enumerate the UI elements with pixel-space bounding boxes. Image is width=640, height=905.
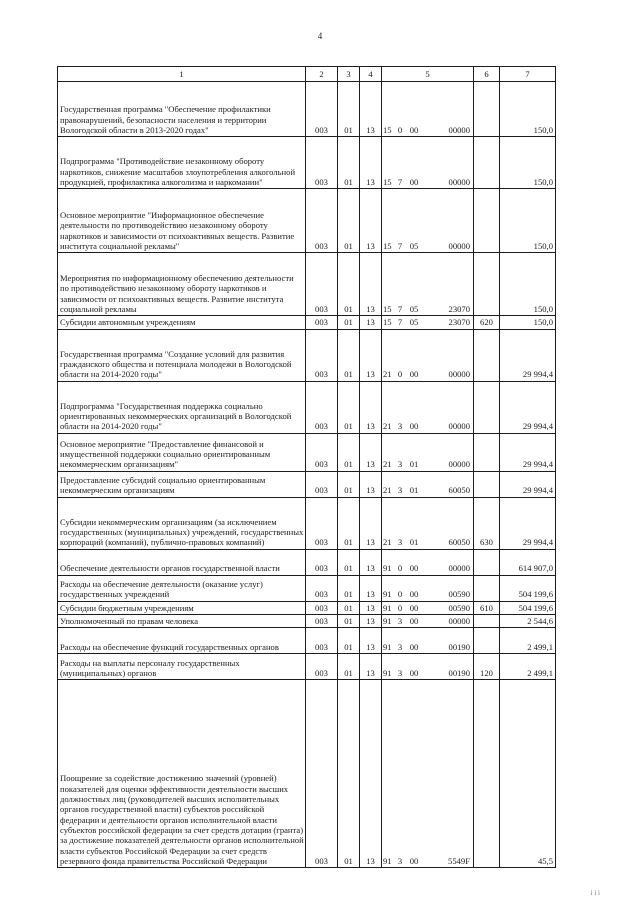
expense-type-code: [474, 137, 500, 189]
amount: 29 994,4: [500, 381, 556, 433]
target-article-code: [382, 253, 474, 316]
subsection-code: 13: [360, 253, 382, 316]
expense-type-code: [474, 628, 500, 654]
subprogram-code: 0: [397, 125, 403, 135]
section-code: 01: [338, 253, 360, 316]
header-cell: 1: [58, 67, 306, 82]
row-name: Государственная программа "Создание условий для развития гражданского общества и потенциала молодежи в Вологодской области на 2014-2020 годы": [58, 329, 306, 381]
target-article-code: [382, 575, 474, 601]
header-row: [58, 67, 556, 82]
expense-type-code: [474, 471, 500, 497]
target-article-code: [382, 433, 474, 471]
program-code: 21: [383, 421, 392, 432]
target-article-code: [382, 614, 474, 627]
amount: 504 199,6: [500, 601, 556, 614]
section-code: 01: [338, 433, 360, 471]
subprogram-code: 7: [397, 177, 403, 187]
subsection-code: 13: [360, 601, 382, 614]
program-code: 21: [383, 369, 392, 380]
section-code: 01: [338, 381, 360, 433]
expense-type-code: [474, 614, 500, 627]
program-code: 91: [383, 589, 392, 600]
row-name: Субсидии бюджетным учреждениям: [58, 601, 306, 614]
program-code: 15: [383, 125, 392, 135]
direction-code: 00000: [448, 421, 470, 432]
ministry-code: 003: [306, 549, 338, 575]
section-code: 01: [338, 614, 360, 627]
row-name: Уполномоченный по правам человека: [58, 614, 306, 627]
table-row: [58, 654, 556, 680]
subprogram-code: 3: [397, 537, 403, 548]
ministry-code: 003: [306, 575, 338, 601]
subsection-code: 13: [360, 680, 382, 868]
subsection-code: 13: [360, 614, 382, 627]
section-code: 01: [338, 137, 360, 189]
activity-code: 00: [409, 602, 419, 613]
ministry-code: 003: [306, 253, 338, 316]
row-name: Расходы на обеспечение функций государственных органов: [58, 628, 306, 654]
section-code: 01: [338, 497, 360, 549]
table-row: [58, 628, 556, 654]
subprogram-code: 0: [397, 563, 403, 574]
subprogram-code: 0: [397, 602, 403, 613]
expense-type-code: [474, 680, 500, 868]
target-article-code: [382, 82, 474, 137]
header-cell: 5: [382, 67, 474, 82]
section-code: 01: [338, 549, 360, 575]
activity-code: 00: [409, 563, 419, 574]
ministry-code: 003: [306, 316, 338, 329]
budget-table: [57, 66, 556, 868]
row-name: Расходы на обеспечение деятельности (оказание услуг) государственных учреждений: [58, 575, 306, 601]
subsection-code: 13: [360, 575, 382, 601]
program-code: 21: [383, 537, 392, 548]
ministry-code: 003: [306, 471, 338, 497]
expense-type-code: [474, 575, 500, 601]
direction-code: 00190: [448, 641, 470, 652]
row-name: Подпрограмма "Государственная поддержка социально ориентированных некоммерческих организаций в Вологодской области на 2014-2020 годы": [58, 381, 306, 433]
target-article-code: [382, 329, 474, 381]
subprogram-code: 3: [397, 615, 403, 626]
program-code: 91: [383, 615, 392, 626]
table-row: [58, 316, 556, 329]
program-code: 91: [383, 667, 392, 678]
header-cell: 6: [474, 67, 500, 82]
section-code: 01: [338, 628, 360, 654]
subprogram-code: 3: [397, 485, 403, 496]
ministry-code: 003: [306, 497, 338, 549]
table-row: [58, 329, 556, 381]
amount: 45,5: [500, 680, 556, 868]
table-row: [58, 549, 556, 575]
direction-code: 60050: [448, 485, 470, 496]
expense-type-code: [474, 189, 500, 253]
target-article-code: [382, 628, 474, 654]
section-code: 01: [338, 575, 360, 601]
table-row: [58, 433, 556, 471]
corner-mark: i i i: [590, 889, 600, 897]
program-code: 15: [383, 241, 392, 251]
program-code: 21: [383, 485, 392, 496]
subsection-code: 13: [360, 433, 382, 471]
activity-code: 00: [409, 125, 419, 135]
subprogram-code: 3: [397, 855, 403, 866]
row-name: Основное мероприятие "Информационное обеспечение деятельности по противодействию незаконному обороту наркотиков и зависимости от психоактивных веществ. Развитие института социальной рекламы": [58, 189, 306, 253]
subsection-code: 13: [360, 497, 382, 549]
direction-code: 00190: [448, 667, 470, 678]
subsection-code: 13: [360, 471, 382, 497]
table-row: [58, 614, 556, 627]
subsection-code: 13: [360, 628, 382, 654]
row-name: Расходы на выплаты персоналу государственных (муниципальных) органов: [58, 654, 306, 680]
activity-code: 01: [409, 485, 419, 496]
expense-type-code: 630: [474, 497, 500, 549]
activity-code: 05: [409, 317, 419, 328]
row-name: Мероприятия по информационному обеспечению деятельности по противодействию незаконному обороту наркотиков и зависимости от психоактивных веществ. Развитие института социальной рекламы: [58, 253, 306, 316]
amount: 29 994,4: [500, 497, 556, 549]
amount: 29 994,4: [500, 471, 556, 497]
table-row: [58, 680, 556, 868]
program-code: 91: [383, 641, 392, 652]
activity-code: 00: [409, 589, 419, 600]
ministry-code: 003: [306, 189, 338, 253]
amount: 2 499,1: [500, 628, 556, 654]
direction-code: 00000: [448, 241, 470, 251]
target-article-code: [382, 189, 474, 253]
program-code: 15: [383, 304, 392, 314]
subprogram-code: 0: [397, 369, 403, 380]
header-cell: 7: [500, 67, 556, 82]
ministry-code: 003: [306, 654, 338, 680]
activity-code: 05: [409, 241, 419, 251]
page-number: 4: [317, 31, 323, 41]
direction-code: 00000: [448, 177, 470, 187]
section-code: 01: [338, 654, 360, 680]
subsection-code: 13: [360, 654, 382, 680]
subsection-code: 13: [360, 381, 382, 433]
row-name: Предоставление субсидий социально ориентированным некоммерческим организациям: [58, 471, 306, 497]
expense-type-code: [474, 433, 500, 471]
subsection-code: 13: [360, 137, 382, 189]
target-article-code: [382, 680, 474, 868]
expense-type-code: [474, 253, 500, 316]
ministry-code: 003: [306, 680, 338, 868]
activity-code: 05: [409, 304, 419, 314]
header-cell: 4: [360, 67, 382, 82]
section-code: 01: [338, 189, 360, 253]
amount: 29 994,4: [500, 329, 556, 381]
amount: 2 544,6: [500, 614, 556, 627]
expense-type-code: [474, 329, 500, 381]
row-name: Подпрограмма "Противодействие незаконному обороту наркотиков, снижение масштабов злоупотребления алкогольной продукцией, профилактика алкоголизма и наркомании": [58, 137, 306, 189]
row-name: Субсидии автономным учреждениям: [58, 316, 306, 329]
header-cell: 2: [306, 67, 338, 82]
target-article-code: [382, 471, 474, 497]
subsection-code: 13: [360, 329, 382, 381]
activity-code: 00: [409, 421, 419, 432]
row-name: Обеспечение деятельности органов государственной власти: [58, 549, 306, 575]
amount: 150,0: [500, 189, 556, 253]
activity-code: 00: [409, 855, 419, 866]
direction-code: 60050: [448, 537, 470, 548]
table-row: [58, 381, 556, 433]
table-row: [58, 497, 556, 549]
section-code: 01: [338, 82, 360, 137]
subsection-code: 13: [360, 549, 382, 575]
header-cell: 3: [338, 67, 360, 82]
ministry-code: 003: [306, 628, 338, 654]
section-code: 01: [338, 680, 360, 868]
amount: 150,0: [500, 316, 556, 329]
row-name: Основное мероприятие "Предоставление финансовой и имущественной поддержки социально ориентированным некоммерческим организациям": [58, 433, 306, 471]
table-row: [58, 189, 556, 253]
direction-code: 00000: [448, 369, 470, 380]
section-code: 01: [338, 471, 360, 497]
direction-code: 00590: [448, 602, 470, 613]
table-row: [58, 82, 556, 137]
target-article-code: [382, 654, 474, 680]
activity-code: 00: [409, 369, 419, 380]
direction-code: 00000: [448, 459, 470, 470]
table-row: [58, 575, 556, 601]
table-row: [58, 253, 556, 316]
amount: 504 199,6: [500, 575, 556, 601]
subprogram-code: 7: [397, 241, 403, 251]
amount: 29 994,4: [500, 433, 556, 471]
ministry-code: 003: [306, 433, 338, 471]
expense-type-code: [474, 82, 500, 137]
subsection-code: 13: [360, 189, 382, 253]
amount: 614 907,0: [500, 549, 556, 575]
activity-code: 00: [409, 641, 419, 652]
subprogram-code: 3: [397, 667, 403, 678]
direction-code: 00000: [448, 563, 470, 574]
expense-type-code: 610: [474, 601, 500, 614]
target-article-code: [382, 137, 474, 189]
activity-code: 01: [409, 459, 419, 470]
program-code: 91: [383, 563, 392, 574]
program-code: 91: [383, 602, 392, 613]
target-article-code: [382, 497, 474, 549]
ministry-code: 003: [306, 82, 338, 137]
ministry-code: 003: [306, 329, 338, 381]
table-row: [58, 137, 556, 189]
ministry-code: 003: [306, 614, 338, 627]
target-article-code: [382, 601, 474, 614]
subprogram-code: 0: [397, 589, 403, 600]
ministry-code: 003: [306, 381, 338, 433]
amount: 150,0: [500, 253, 556, 316]
expense-type-code: 120: [474, 654, 500, 680]
row-name: Государственная программа "Обеспечение профилактики правонарушений, безопасности населения и территории Вологодской области в 2013-2020 годах": [58, 82, 306, 137]
program-code: 15: [383, 317, 392, 328]
subsection-code: 13: [360, 82, 382, 137]
activity-code: 00: [409, 177, 419, 187]
direction-code: 23070: [448, 317, 470, 328]
direction-code: 00000: [448, 125, 470, 135]
direction-code: 23070: [448, 304, 470, 314]
activity-code: 01: [409, 537, 419, 548]
program-code: 21: [383, 459, 392, 470]
section-code: 01: [338, 316, 360, 329]
expense-type-code: 620: [474, 316, 500, 329]
subprogram-code: 3: [397, 421, 403, 432]
program-code: 15: [383, 177, 392, 187]
activity-code: 00: [409, 667, 419, 678]
table-row: [58, 471, 556, 497]
target-article-code: [382, 316, 474, 329]
subprogram-code: 7: [397, 304, 403, 314]
section-code: 01: [338, 329, 360, 381]
amount: 2 499,1: [500, 654, 556, 680]
table-row: [58, 601, 556, 614]
subprogram-code: 3: [397, 459, 403, 470]
ministry-code: 003: [306, 601, 338, 614]
target-article-code: [382, 381, 474, 433]
direction-code: 5549F: [448, 855, 470, 866]
expense-type-code: [474, 381, 500, 433]
subprogram-code: 7: [397, 317, 403, 328]
expense-type-code: [474, 549, 500, 575]
program-code: 91: [383, 855, 392, 866]
amount: 150,0: [500, 82, 556, 137]
subprogram-code: 3: [397, 641, 403, 652]
activity-code: 00: [409, 615, 419, 626]
target-article-code: [382, 549, 474, 575]
row-name: Субсидии некоммерческим организациям (за исключением государственных (муниципальных) учреждений, государственных корпораций (компаний), публично-правовых компаний): [58, 497, 306, 549]
row-name: Поощрение за содействие достижению значений (уровней) показателей для оценки эффективности деятельности высших должностных лиц (руководителей высших исполнительных органов государственной власти) субъектов российской федерации и деятельности органов исполнительной власти субъектов российской федерации за счет средств дотации (гранта) за достижение показателей деятельности органов исполнительной власти субъектов Российской Федерации за счет средств резервного фонда правительства Российской Федерации: [58, 680, 306, 868]
direction-code: 00000: [448, 615, 470, 626]
subsection-code: 13: [360, 316, 382, 329]
section-code: 01: [338, 601, 360, 614]
ministry-code: 003: [306, 137, 338, 189]
direction-code: 00590: [448, 589, 470, 600]
amount: 150,0: [500, 137, 556, 189]
